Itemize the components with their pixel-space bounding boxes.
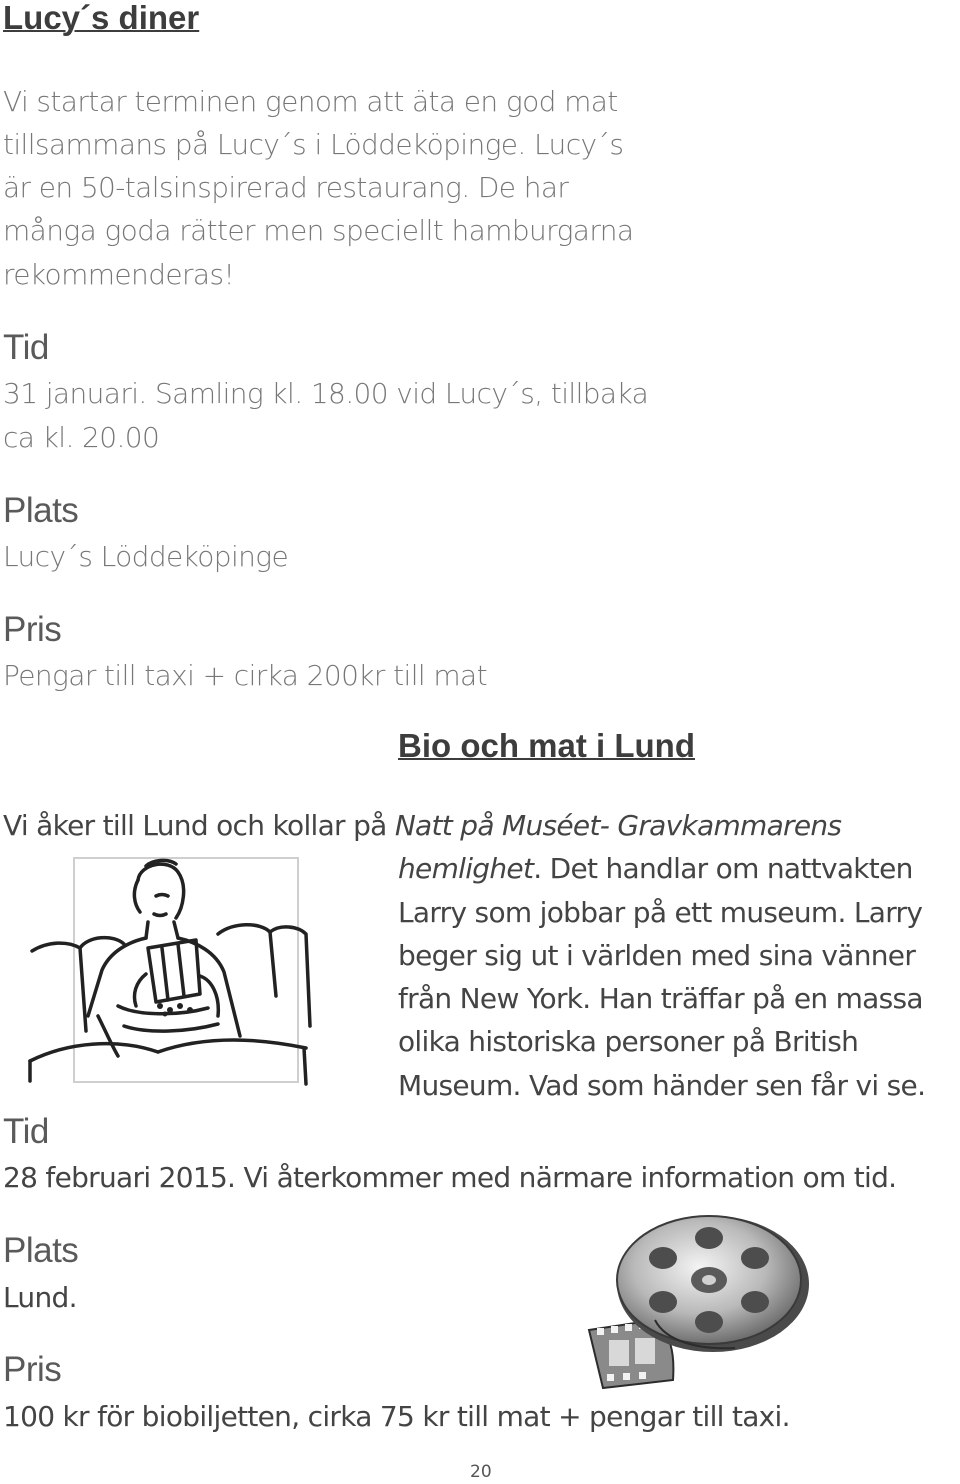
intro-line-3: är en 50-talsinspirerad restaurang. De har — [3, 171, 569, 204]
bio-place-label: Plats — [3, 1231, 79, 1270]
bio-line-2 — [398, 847, 913, 891]
price-value: Pengar till taxi + cirka 200kr till mat — [3, 659, 487, 692]
bio-price-label: Pris — [3, 1350, 62, 1389]
bio-line-6: olika historiska personer på British — [398, 1025, 859, 1058]
intro-line-1: Vi startar terminen genom att äta en god mat — [3, 85, 618, 118]
place-label: Plats — [3, 491, 79, 530]
section-title-lucys-diner: Lucy´s diner — [3, 0, 200, 36]
time-label: Tid — [3, 328, 49, 367]
man-eating-popcorn-in-cinema-icon — [28, 856, 313, 1088]
bio-time-value: 28 februari 2015. Vi återkommer med närmare information om tid. — [3, 1161, 897, 1194]
time-line-1: 31 januari. Samling kl. 18.00 vid Lucy´s, tillbaka — [3, 377, 649, 410]
bio-line-7: Museum. Vad som händer sen får vi se. — [398, 1069, 926, 1102]
intro-line-4: många goda rätter men speciellt hamburgarna — [3, 214, 634, 247]
film-reel-icon — [585, 1210, 820, 1390]
intro-line-5: rekommenderas! — [3, 258, 235, 291]
place-value: Lucy´s Löddeköpinge — [3, 540, 289, 573]
bio-line-3: Larry som jobbar på ett museum. Larry — [398, 896, 923, 929]
price-label: Pris — [3, 610, 62, 649]
bio-line-2-text: . Det handlar om nattvakten — [533, 852, 913, 885]
bio-line-4: beger sig ut i världen med sina vänner — [398, 939, 916, 972]
intro-line-2: tillsammans på Lucy´s i Löddeköpinge. Lucy´s — [3, 128, 624, 161]
page-number: 20 — [470, 1462, 492, 1482]
bio-time-label: Tid — [3, 1112, 49, 1151]
bio-price-value: 100 kr för biobiljetten, cirka 75 kr till mat + pengar till taxi. — [3, 1400, 790, 1433]
movie-title-part1: Natt på Muséet- Gravkammarens — [394, 809, 842, 842]
movie-title-part2: hemlighet — [398, 852, 534, 885]
section-title-bio-och-mat: Bio och mat i Lund — [398, 727, 695, 764]
bio-intro-text: Vi åker till Lund och kollar på — [3, 809, 395, 842]
bio-intro-line — [3, 804, 841, 848]
bio-place-value: Lund. — [3, 1281, 77, 1314]
bio-line-5: från New York. Han träffar på en massa — [398, 982, 923, 1015]
time-line-2: ca kl. 20.00 — [3, 421, 160, 454]
